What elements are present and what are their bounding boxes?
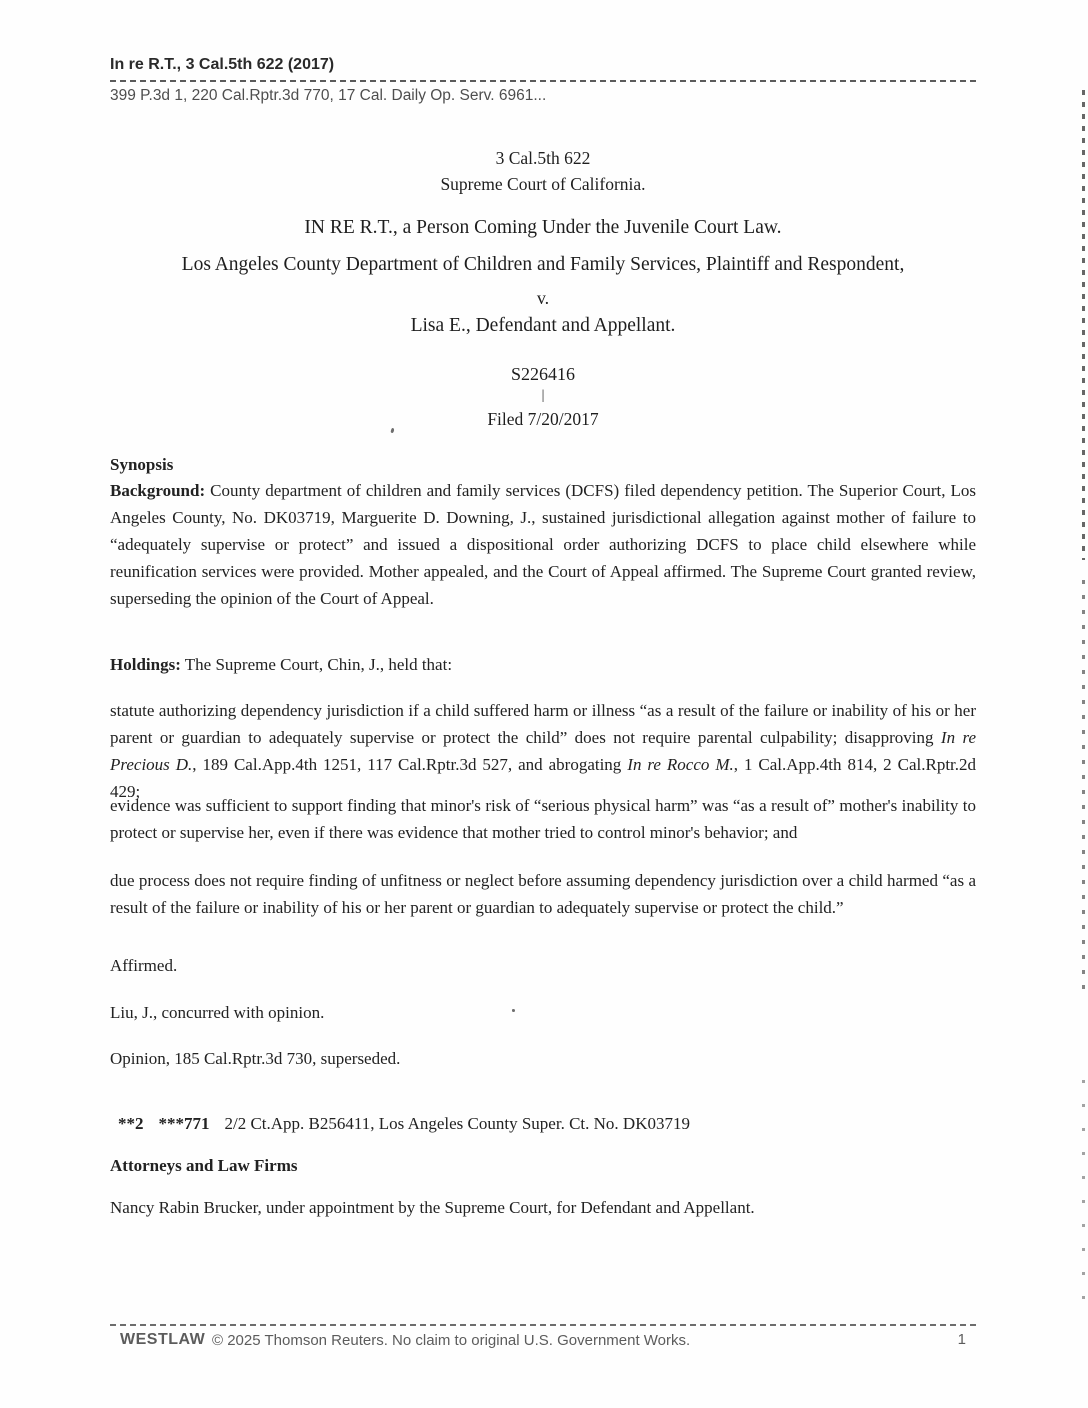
star-page-771: ***771 [158, 1114, 210, 1133]
scan-speck-1 [390, 428, 394, 434]
docket-number: S226416 [510, 364, 575, 384]
case-title-line-2: Los Angeles County Department of Children and Family Services, Plaintiff and Respondent, [181, 254, 905, 275]
docket-separator: | [541, 388, 545, 403]
footer-rule [110, 1324, 976, 1326]
background-text: County department of children and family services (DCFS) filed dependency petition. The Superior Court, Los Angeles County, No. DK03719, Marguerite D. Downing, J., sustained jurisdictional allegation against mother of failure to “adequately supervise or protect” and issued a dispositional order authorizing DCFS to place child elsewhere while reunification services were provided. Mother appealed, and the Court of Appeal affirmed. The Supreme Court granted review, superseding the opinion of the Court of Appeal. [110, 481, 976, 608]
right-edge-scan-artifact-1 [1082, 90, 1085, 560]
holding-1-text-2: , 189 Cal.App.4th 1251, 117 Cal.Rptr.3d 527, and abrogating [192, 755, 628, 774]
holding-1-case-cite-2: In re Rocco M. [627, 755, 734, 774]
scan-speck-2 [512, 1009, 515, 1012]
star-pagination-line [118, 1110, 984, 1137]
westlaw-brand: WESTLAW [120, 1331, 206, 1348]
holdings-intro [110, 651, 976, 678]
concurrence-text: Liu, J., concurred with opinion. [110, 1003, 325, 1022]
holdings-label: Holdings: [110, 655, 181, 674]
right-edge-scan-artifact-2 [1082, 580, 1085, 990]
footer-page-number: 1 [957, 1331, 966, 1348]
attorneys-heading: Attorneys and Law Firms [110, 1156, 298, 1175]
holding-1-text-3: , 1 Cal.App.4th 814, 2 Cal.Rptr.2d 429; [110, 755, 977, 801]
running-head-rule [110, 80, 976, 82]
holding-paragraph-2: evidence was sufficient to support finding that minor's risk of “serious physical harm” was “as a result of” mother's inability to protect or supervise her, even if there was evidence that mother tried to control minor's behavior; and [110, 796, 976, 842]
versus-label: v. [536, 288, 550, 308]
attorney-entry: Nancy Rabin Brucker, under appointment by the Supreme Court, for Defendant and Appellant. [110, 1198, 755, 1217]
opinion-note: Opinion, 185 Cal.Rptr.3d 730, superseded. [110, 1049, 401, 1068]
case-title-line-3: Lisa E., Defendant and Appellant. [410, 315, 676, 336]
synopsis-heading: Synopsis [110, 455, 174, 474]
footer-copyright: © 2025 Thomson Reuters. No claim to original U.S. Government Works. [212, 1332, 691, 1349]
holding-1-text: statute authorizing dependency jurisdiction if a child suffered harm or illness “as a result of the failure or inability of his or her parent or guardian to adequately supervise or protect the child” does not require parental culpability; disapproving [110, 701, 976, 747]
holding-paragraph-1 [110, 697, 976, 805]
reporter-citation: 3 Cal.5th 622 [495, 148, 591, 168]
case-title-line-1: IN RE R.T., a Person Coming Under the Juvenile Court Law. [304, 217, 782, 238]
filed-date: Filed 7/20/2017 [487, 409, 599, 429]
background-label: Background: [110, 481, 206, 500]
holdings-intro-text: The Supreme Court, Chin, J., held that: [180, 655, 453, 674]
holding-paragraph-3: due process does not require finding of unfitness or neglect before assuming dependency jurisdiction over a child harmed “as a result of the failure or inability of his or her parent or guardian to adequately supervise or protect the child.” [110, 871, 976, 917]
star-page-2: **2 [118, 1114, 144, 1133]
appeal-info: 2/2 Ct.App. B256411, Los Angeles County Super. Ct. No. DK03719 [224, 1114, 690, 1133]
court-name: Supreme Court of California. [440, 174, 646, 194]
background-paragraph [110, 477, 976, 612]
running-head-title: In re R.T., 3 Cal.5th 622 (2017) [110, 56, 335, 73]
running-head-citation: 399 P.3d 1, 220 Cal.Rptr.3d 770, 17 Cal. Daily Op. Serv. 6961... [110, 87, 547, 104]
right-edge-scan-artifact-3 [1082, 1080, 1085, 1310]
holding-1-case-cite-1: In re Precious D. [110, 728, 976, 774]
disposition-text: Affirmed. [110, 956, 178, 975]
